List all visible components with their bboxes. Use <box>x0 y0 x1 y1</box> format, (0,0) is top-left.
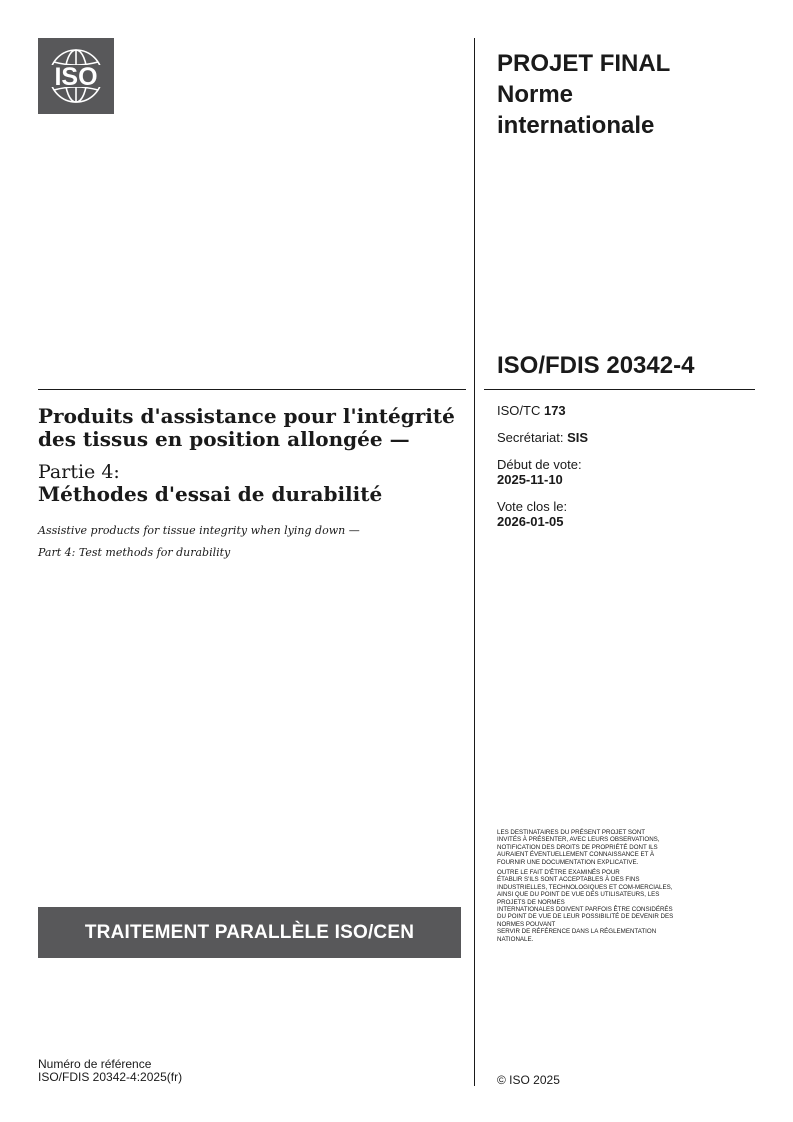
document-number: ISO/FDIS 20342-4 <box>497 352 695 379</box>
parallel-processing-banner <box>38 907 461 958</box>
document-status <box>497 48 757 141</box>
part-title: Méthodes d'essai de durabilité <box>38 482 383 506</box>
tc-number: 173 <box>543 403 566 418</box>
main-title: Produits d'assistance pour l'intégrité des tissus en position allongée — <box>38 404 455 451</box>
status-line-3: internationale <box>497 112 655 139</box>
iso-logo <box>38 38 114 114</box>
reference-value: ISO/FDIS 20342-4:2025(fr) <box>38 1070 183 1084</box>
vote-start-date: 2025-11-10 <box>497 472 563 487</box>
copyright-notice: © ISO 2025 <box>497 1073 560 1087</box>
banner-text: TRAITEMENT PARALLÈLE ISO/CEN <box>84 921 415 943</box>
document-meta <box>497 403 752 541</box>
vote-end-date: 2026-01-05 <box>497 514 564 529</box>
tc-prefix: ISO/TC <box>497 403 541 418</box>
reference-label: Numéro de référence <box>38 1057 152 1071</box>
vote-start <box>497 457 752 487</box>
technical-committee <box>497 403 752 418</box>
svg-text:ISO: ISO <box>54 63 98 91</box>
vote-start-label: Début de vote: <box>497 457 582 472</box>
vote-end-label: Vote clos le: <box>497 499 568 514</box>
secretariat-label: Secrétariat: <box>497 430 564 445</box>
secretariat <box>497 430 752 445</box>
reference-number <box>38 1058 182 1084</box>
horizontal-divider-right <box>484 389 755 390</box>
english-title-line-1: Assistive products for tissue integrity when lying down — <box>38 524 360 537</box>
iso-globe-logo-icon <box>38 38 114 114</box>
status-line-1: PROJET FINAL <box>497 50 671 77</box>
vertical-divider <box>474 38 475 1086</box>
notice-paragraph-1: LES DESTINATAIRES DU PRÉSENT PROJET SONT INVITÉS À PRÉSENTER, AVEC LEURS OBSERVATIONS, NOTIFICATION DES DROITS DE PROPRIÉTÉ DONT ILS AURAIENT ÉVENTUELLEMENT CONNAISSANCE ET À FOURNIR UNE DOCUMENTATION EXPLICATIVE. <box>497 829 660 866</box>
document-title-block <box>38 405 463 564</box>
english-title-line-2: Part 4: Test methods for durability <box>38 546 231 559</box>
secretariat-value: SIS <box>567 430 589 445</box>
recipients-notice <box>497 829 755 946</box>
vote-end <box>497 499 752 529</box>
notice-paragraph-2: OUTRE LE FAIT D'ÊTRE EXAMINÉS POUR ÉTABLIR S'ILS SONT ACCEPTABLES À DES FINS INDUSTRIELLES, TECHNOLOGIQUES ET COM-MERCIALES, AINSI QUE DU POINT DE VUE DES UTILISATEURS, LES PROJETS DE NORMES INTERNATIONALES DOIVENT PARFOIS ÊTRE CONSIDÉRÉS DU POINT DE VUE DE LEUR POSSIBILITÉ DE DEVENIR DES NORMES POUVANT SERVIR DE RÉFÉRENCE DANS LA RÉGLEMENTATION NATIONALE. <box>497 869 674 943</box>
part-label: Partie 4: <box>38 461 120 483</box>
status-line-2: Norme <box>497 81 574 108</box>
horizontal-divider-left <box>38 389 466 390</box>
english-title <box>38 520 463 564</box>
